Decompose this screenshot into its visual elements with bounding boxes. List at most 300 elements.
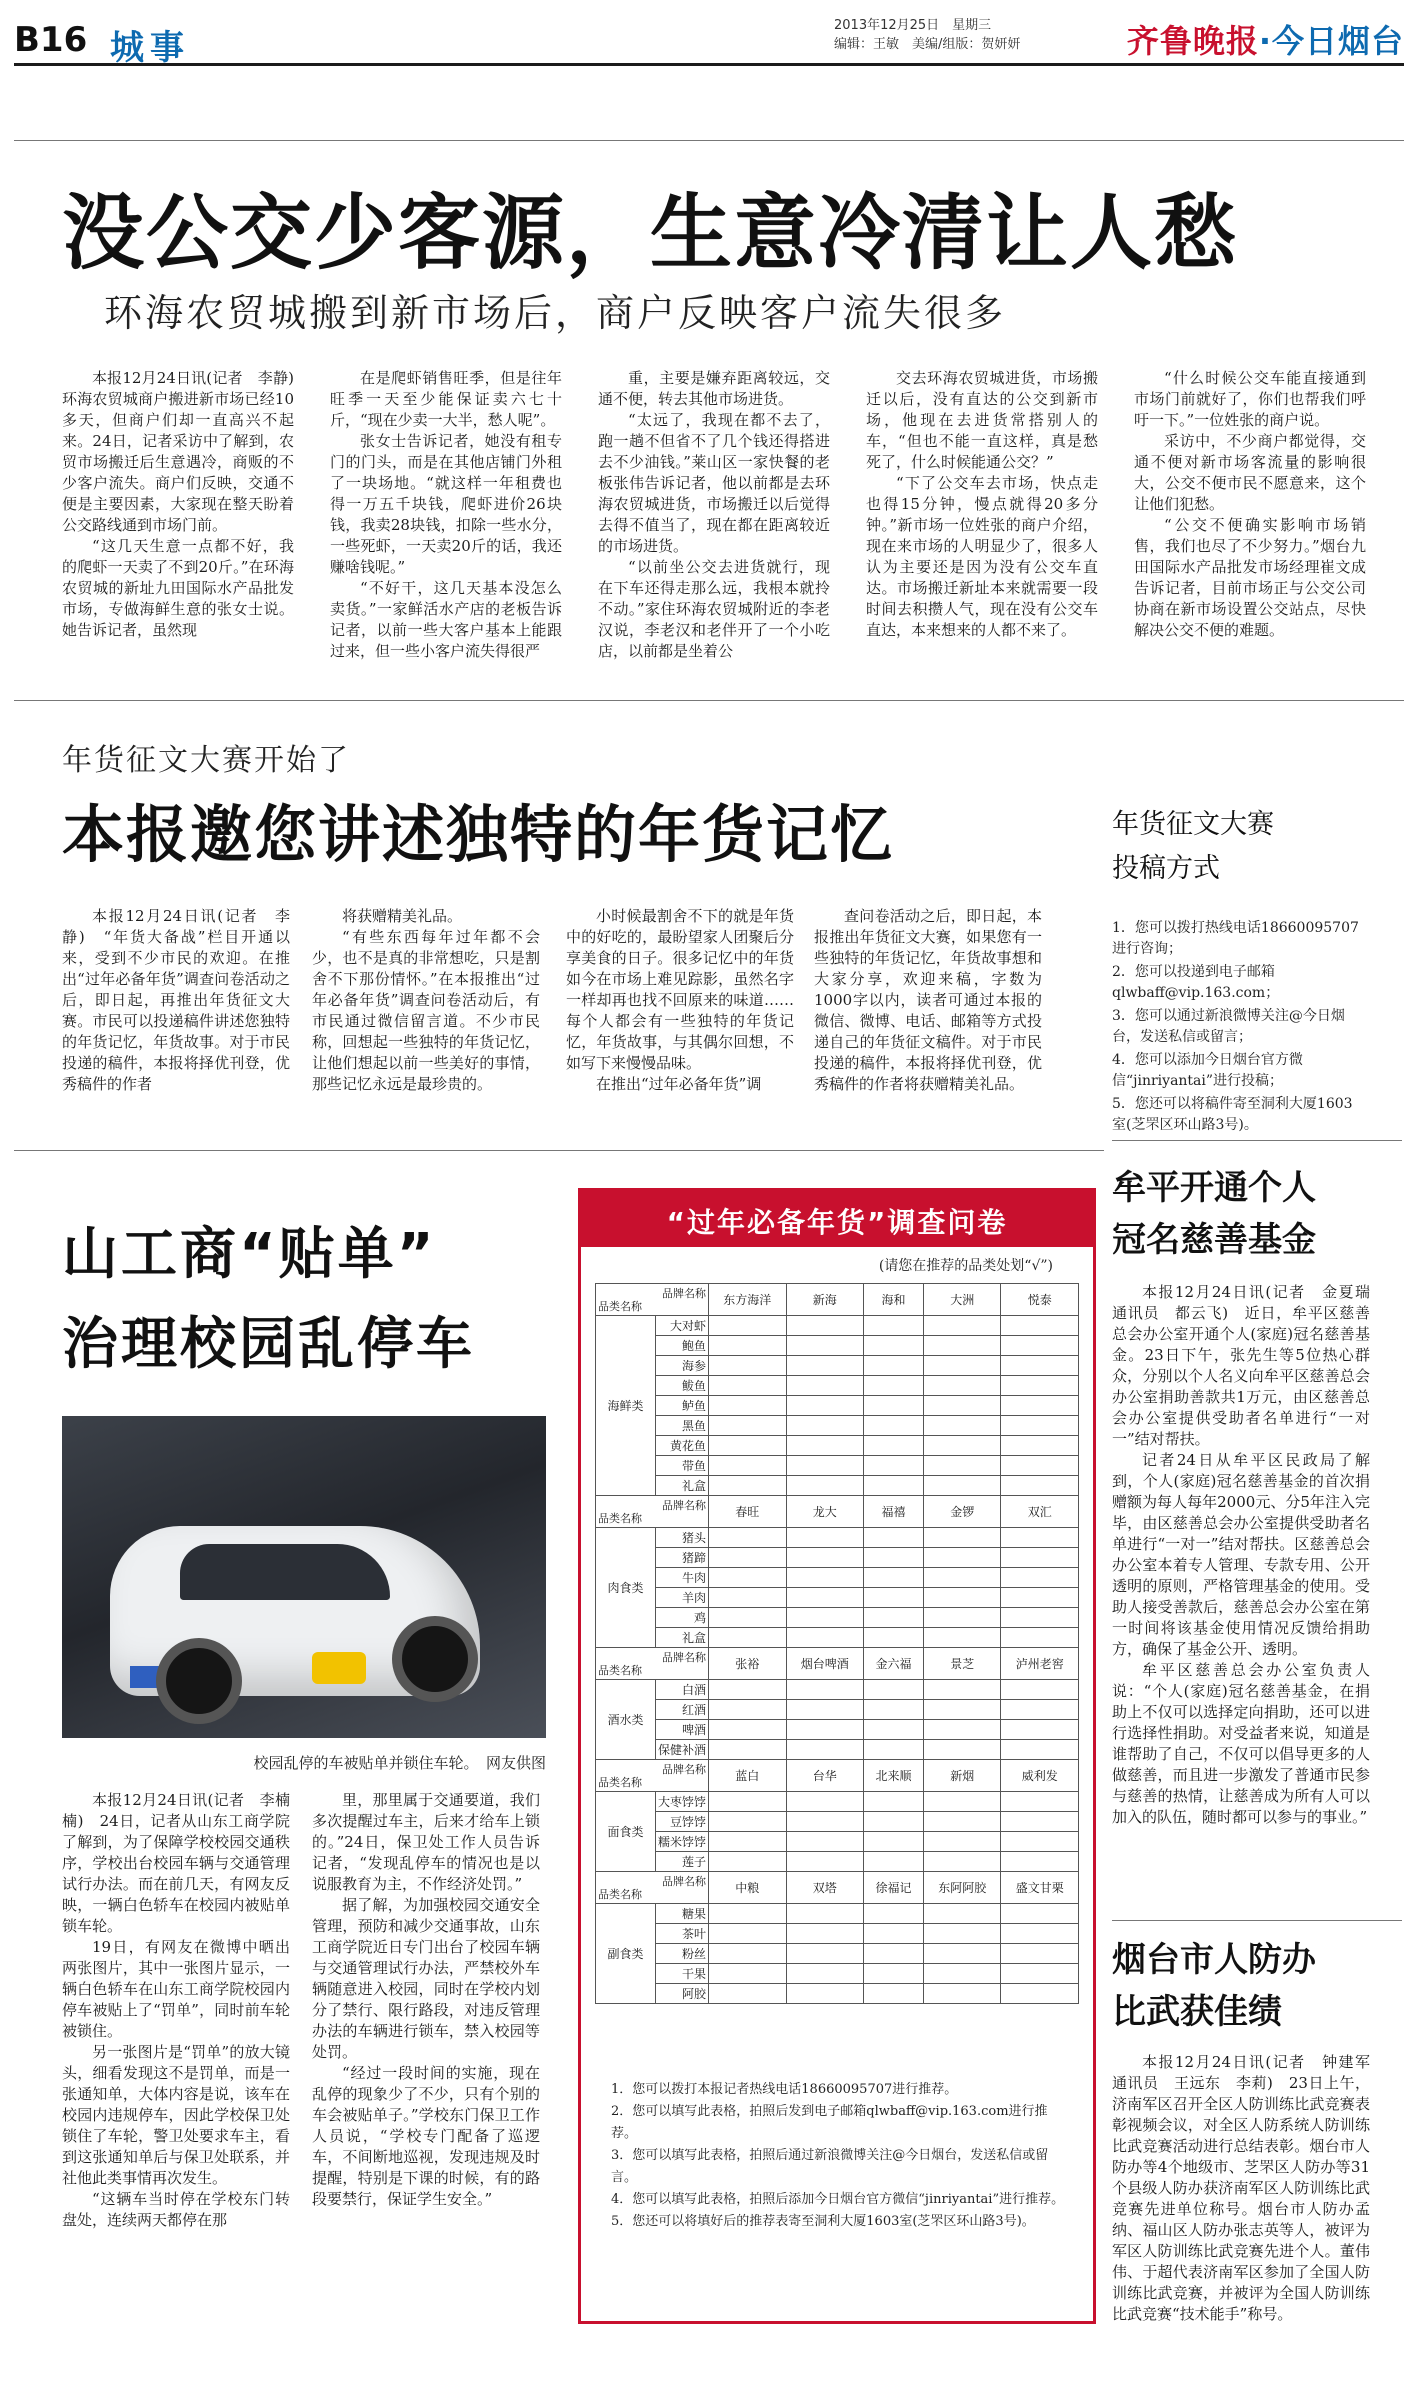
sidebar1-item: 2．您可以投递到电子邮箱qlwbaff@vip.163.com； — [1112, 964, 1280, 1001]
survey-item-row — [596, 1740, 1079, 1760]
survey-check-cell[interactable] — [923, 1680, 1001, 1700]
survey-check-cell[interactable] — [864, 1336, 924, 1356]
survey-brand: 金六福 — [864, 1648, 924, 1680]
survey-brand-row — [596, 1284, 1079, 1316]
survey-check-cell[interactable] — [786, 1456, 864, 1476]
survey-check-cell[interactable] — [864, 1832, 924, 1852]
survey-brand: 双塔 — [786, 1872, 864, 1904]
survey-corner-cell — [596, 1496, 709, 1528]
survey-check-cell[interactable] — [923, 1588, 1001, 1608]
survey-brand: 金锣 — [923, 1496, 1001, 1528]
survey-check-cell[interactable] — [864, 1944, 924, 1964]
survey-note: (请您在推荐的品类处划“√”) — [878, 1258, 1053, 1274]
story4-headline-1: 牟平开通个人 — [1112, 1168, 1316, 1208]
survey-check-cell[interactable] — [864, 1700, 924, 1720]
story2-headline: 本报邀您讲述独特的年货记忆 — [62, 798, 895, 871]
survey-check-cell[interactable] — [709, 1416, 787, 1436]
paragraph: “什么时候公交车能直接通到市场门前就好了，你们也帮我们呼吁一下。”一位姓张的商户说。 — [1134, 369, 1366, 429]
survey-check-cell[interactable] — [709, 1832, 787, 1852]
survey-check-cell[interactable] — [709, 1852, 787, 1872]
survey-check-cell[interactable] — [864, 1456, 924, 1476]
paragraph: 在是爬虾销售旺季，但是往年旺季一天至少能保证卖六七十斤，“现在少卖一大半，愁人呢”。 — [330, 369, 562, 429]
survey-check-cell[interactable] — [709, 1792, 787, 1812]
survey-check-cell[interactable] — [1001, 1528, 1079, 1548]
survey-check-cell[interactable] — [786, 1356, 864, 1376]
paragraph: “公交不便确实影响市场销售，我们也尽了不少努力。”烟台九田国际水产品批发市场经理崔文成告诉记者，目前市场正与公交公司协商在新市场设置公交站点，尽快解决公交不便的难题。 — [1134, 516, 1366, 639]
survey-check-cell[interactable] — [864, 1436, 924, 1456]
survey-check-cell[interactable] — [1001, 1628, 1079, 1648]
story1-col2 — [330, 368, 562, 660]
corner-category-label: 品类名称 — [598, 1512, 642, 1525]
survey-check-cell[interactable] — [923, 1700, 1001, 1720]
survey-item-row — [596, 1720, 1079, 1740]
survey-check-cell[interactable] — [786, 1852, 864, 1872]
survey-item-row — [596, 1336, 1079, 1356]
survey-check-cell[interactable] — [786, 1528, 864, 1548]
survey-check-cell[interactable] — [786, 1588, 864, 1608]
survey-check-cell[interactable] — [786, 1924, 864, 1944]
survey-check-cell[interactable] — [923, 1548, 1001, 1568]
story5-headline-1: 烟台市人防办 — [1112, 1940, 1316, 1980]
survey-check-cell[interactable] — [709, 1680, 787, 1700]
survey-check-cell[interactable] — [709, 1548, 787, 1568]
survey-check-cell[interactable] — [923, 1528, 1001, 1548]
survey-item: 豆饽饽 — [656, 1812, 709, 1832]
survey-check-cell[interactable] — [923, 1924, 1001, 1944]
survey-item-row — [596, 1456, 1079, 1476]
survey-item-row — [596, 1628, 1079, 1648]
survey-check-cell[interactable] — [709, 1924, 787, 1944]
survey-check-cell[interactable] — [786, 1904, 864, 1924]
survey-brand: 春旺 — [709, 1496, 787, 1528]
survey-item: 糖果 — [656, 1904, 709, 1924]
story5-body — [1112, 2052, 1386, 2362]
survey-check-cell[interactable] — [864, 1528, 924, 1548]
story4-body — [1112, 1282, 1386, 1910]
survey-table — [595, 1283, 1079, 2004]
survey-brand: 新烟 — [923, 1760, 1001, 1792]
survey-check-cell[interactable] — [864, 1568, 924, 1588]
survey-item: 大对虾 — [656, 1316, 709, 1336]
survey-check-cell[interactable] — [786, 1720, 864, 1740]
survey-check-cell[interactable] — [709, 1376, 787, 1396]
survey-check-cell[interactable] — [786, 1336, 864, 1356]
survey-brand-row — [596, 1872, 1079, 1904]
survey-check-cell[interactable] — [923, 1720, 1001, 1740]
story1-col5 — [1134, 368, 1366, 656]
survey-check-cell[interactable] — [1001, 1904, 1079, 1924]
survey-check-cell[interactable] — [864, 1588, 924, 1608]
date-line: 2013年12月25日 星期三 — [834, 18, 992, 33]
survey-brand: 威利发 — [1001, 1760, 1079, 1792]
survey-check-cell[interactable] — [1001, 1680, 1079, 1700]
survey-brand: 福禧 — [864, 1496, 924, 1528]
survey-check-cell[interactable] — [1001, 1720, 1079, 1740]
survey-check-cell[interactable] — [923, 1852, 1001, 1872]
survey-check-cell[interactable] — [923, 1336, 1001, 1356]
header-info — [834, 16, 1114, 54]
survey-check-cell[interactable] — [709, 1812, 787, 1832]
survey-check-cell[interactable] — [709, 1316, 787, 1336]
story1-col1 — [62, 368, 310, 656]
survey-check-cell[interactable] — [923, 1476, 1001, 1496]
survey-item-row — [596, 1984, 1079, 2004]
survey-check-cell[interactable] — [1001, 1812, 1079, 1832]
survey-item-row — [596, 1376, 1079, 1396]
survey-check-cell[interactable] — [923, 1456, 1001, 1476]
survey-brand: 台华 — [786, 1760, 864, 1792]
survey-item-row — [596, 1356, 1079, 1376]
survey-category: 肉食类 — [596, 1528, 656, 1648]
survey-check-cell[interactable] — [864, 1316, 924, 1336]
survey-check-cell[interactable] — [864, 1964, 924, 1984]
paragraph: “不好干，这几天基本没怎么卖货。”一家鲜活水产店的老板告诉记者，以前一些大客户基本上能跟过来，但一些小客户流失得很严 — [330, 579, 562, 660]
survey-check-cell[interactable] — [923, 1356, 1001, 1376]
paragraph: 本报12月24日讯(记者 钟建军 通讯员 王远东 李莉) 23日上午，济南军区召开全区人防训练比武竞赛表彰视频会议，对全区人防系统人防训练比武竞赛活动进行总结表彰。烟台市人防办等4个地级市、芝罘区人防办等31个县级人防办获济南军区人防训练比武竞赛先进单位称号。烟台市人防办孟纳、福山区人防办张志英等人，被评为军区人防训练比武竞赛先进个人。董伟伟、于超代表济南军区参加了全国人防训练比武竞赛，并被评为全国人防训练比武竞赛“技术能手”称号。 — [1112, 2053, 1386, 2323]
divider — [14, 700, 1404, 701]
sidebar1-list — [1112, 918, 1362, 1138]
survey-check-cell[interactable] — [864, 1924, 924, 1944]
survey-item: 糯米饽饽 — [656, 1832, 709, 1852]
survey-check-cell[interactable] — [1001, 1436, 1079, 1456]
editors-line: 编辑：王敏 美编/组版：贺妍妍 — [834, 37, 1021, 52]
survey-brand-row — [596, 1496, 1079, 1528]
survey-check-cell[interactable] — [864, 1416, 924, 1436]
sidebar1-item: 4．您可以添加今日烟台官方微信“jinriyantai”进行投稿； — [1112, 1052, 1303, 1089]
survey-item-row — [596, 1548, 1079, 1568]
story4-headline-2: 冠名慈善基金 — [1112, 1220, 1316, 1260]
survey-item: 鲅鱼 — [656, 1376, 709, 1396]
survey-check-cell[interactable] — [923, 1740, 1001, 1760]
survey-check-cell[interactable] — [1001, 1548, 1079, 1568]
masthead-paper: 齐鲁晚报 — [1126, 22, 1259, 60]
paragraph: 牟平区慈善总会办公室负责人说：“个人(家庭)冠名慈善基金，在捐助上不仅可以选择定向捐助，还可以进行选择性捐助。对受益者来说，知道是谁帮助了自己，不仅可以倡导更多的人做慈善，而且进一步激发了普通市民参与慈善的热情，让慈善成为所有人可以加入的队伍，随时都可以参与的事业。” — [1112, 1661, 1370, 1826]
survey-item: 带鱼 — [656, 1456, 709, 1476]
survey-check-cell[interactable] — [864, 1792, 924, 1812]
paragraph: 里，那里属于交通要道，我们多次提醒过车主，后来才给车上锁的。”24日，保卫处工作人员告诉记者，“发现乱停车的情况也是以说服教育为主，不作经济处罚。” — [312, 1791, 540, 1893]
survey-check-cell[interactable] — [923, 1568, 1001, 1588]
survey-item-row — [596, 1316, 1079, 1336]
survey-check-cell[interactable] — [709, 1336, 787, 1356]
masthead-edition: ·今日烟台 — [1258, 22, 1404, 60]
survey-check-cell[interactable] — [1001, 1568, 1079, 1588]
survey-check-cell[interactable] — [1001, 1588, 1079, 1608]
survey-check-cell[interactable] — [1001, 1964, 1079, 1984]
paragraph: “太远了，我现在都不去了，跑一趟不但省不了几个钱还得搭进去不少油钱。”莱山区一家快餐的老板张伟告诉记者，他以前都是去环海农贸城进货，市场搬迁以后觉得去得不值当了，现在都在距离较近的市场进货。 — [598, 411, 830, 555]
survey-check-cell[interactable] — [1001, 1740, 1079, 1760]
survey-check-cell[interactable] — [786, 1740, 864, 1760]
survey-check-cell[interactable] — [709, 1456, 787, 1476]
survey-item-row — [596, 1568, 1079, 1588]
corner-brand-label: 品牌名称 — [662, 1499, 707, 1512]
survey-check-cell[interactable] — [864, 1984, 924, 2004]
survey-item-row — [596, 1700, 1079, 1720]
survey-check-cell[interactable] — [1001, 1456, 1079, 1476]
sidebar1-item: 5．您还可以将稿件寄至洞利大厦1603室(芝罘区环山路3号)。 — [1112, 1096, 1353, 1133]
survey-check-cell[interactable] — [864, 1376, 924, 1396]
survey-brand: 景芝 — [923, 1648, 1001, 1680]
photo-caption: 校园乱停的车被贴单并锁住车轮。 网友供图 — [253, 1754, 546, 1772]
survey-item: 猪蹄 — [656, 1548, 709, 1568]
survey-check-cell[interactable] — [864, 1740, 924, 1760]
survey-check-cell[interactable] — [923, 1416, 1001, 1436]
survey-item-row — [596, 1528, 1079, 1548]
survey-check-cell[interactable] — [709, 1476, 787, 1496]
survey-check-cell[interactable] — [1001, 1356, 1079, 1376]
car-window — [180, 1544, 390, 1600]
survey-check-cell[interactable] — [786, 1568, 864, 1588]
story1-headline: 没公交少客源，生意冷清让人愁 — [62, 186, 1239, 281]
survey-check-cell[interactable] — [1001, 1396, 1079, 1416]
survey-check-cell[interactable] — [709, 1984, 787, 2004]
survey-check-cell[interactable] — [786, 1548, 864, 1568]
survey-check-cell[interactable] — [786, 1396, 864, 1416]
paragraph: 查问卷活动之后，即日起，本报推出年货征文大赛，如果您有一些独特的年货记忆，年货故事想和大家分享，欢迎来稿，字数为1000字以内，读者可通过本报的微信、微博、电话、邮箱等方式投递自己的年货征文稿件。对于市民投递的稿件，本报将择优刊登，优秀稿件的作者将获赠精美礼品。 — [814, 907, 1042, 1093]
paragraph: 本报12月24日讯(记者 李楠楠) 24日，记者从山东工商学院了解到，为了保障学校校园交通秩序，学校出台校园车辆与交通管理试行办法。而在前几天，有网友反映，一辆白色轿车在校园内被贴单锁车轮。 — [62, 1791, 290, 1935]
survey-brand: 大洲 — [923, 1284, 1001, 1316]
survey-check-cell[interactable] — [923, 1608, 1001, 1628]
survey-check-cell[interactable] — [864, 1356, 924, 1376]
survey-check-cell[interactable] — [786, 1416, 864, 1436]
survey-check-cell[interactable] — [1001, 1416, 1079, 1436]
survey-item: 红酒 — [656, 1700, 709, 1720]
survey-item-row — [596, 1588, 1079, 1608]
survey-check-cell[interactable] — [923, 1944, 1001, 1964]
survey-item: 黄花鱼 — [656, 1436, 709, 1456]
survey-brand: 徐福记 — [864, 1872, 924, 1904]
survey-item: 礼盒 — [656, 1476, 709, 1496]
survey-category: 酒水类 — [596, 1680, 656, 1760]
survey-check-cell[interactable] — [786, 1964, 864, 1984]
survey-brand: 泸州老窖 — [1001, 1648, 1079, 1680]
survey-item: 大枣饽饽 — [656, 1792, 709, 1812]
survey-check-cell[interactable] — [709, 1628, 787, 1648]
survey-check-cell[interactable] — [709, 1700, 787, 1720]
survey-check-cell[interactable] — [709, 1720, 787, 1740]
paragraph: 记者24日从牟平区民政局了解到，个人(家庭)冠名慈善基金的首次捐赠额为每人每年2000元、分5年注入完毕，由区慈善总会办公室提供受助者名单进行“一对一”结对帮扶。区慈善总会办公室本着专人管理、专款专用、公开透明的原则，严格管理基金的使用。受助人接受善款后，慈善总会办公室在第一时间将该基金使用情况反馈给捐助方，确保了基金公开、透明。 — [1112, 1451, 1370, 1658]
paragraph: 本报12月24日讯(记者 李静) 环海农贸城商户搬进新市场已经10多天，但商户们却一直高兴不起来。24日，记者采访中了解到，农贸市场搬迁后生意遇冷，商贩的不少客户流失。商户们反映，交通不便是主要因素，大家现在整天盼着公交路线通到市场门前。 — [62, 369, 310, 534]
survey-item-row — [596, 1832, 1079, 1852]
corner-brand-label: 品牌名称 — [662, 1763, 707, 1776]
survey-check-cell[interactable] — [709, 1588, 787, 1608]
corner-category-label: 品类名称 — [598, 1300, 642, 1313]
paragraph: “经过一段时间的实施，现在乱停的现象少了不少，只有个别的车会被贴单子。”学校东门保卫工作人员说，“学校专门配备了巡逻车，不间断地巡视，发现违规及时提醒，特别是下课的时候，有的路段要禁行，保证学生安全。” — [312, 2064, 540, 2208]
survey-item-row — [596, 1436, 1079, 1456]
paragraph: 本报12月24日讯(记者 李静) “年货大备战”栏目开通以来，受到不少市民的欢迎。在推出“过年必备年货”调查问卷活动之后，即日起，再推出年货征文大赛。市民可以投递稿件讲述您独特的年货记忆，年货故事。对于市民投递的稿件，本报将择优刊登，优秀稿件的作者 — [62, 907, 290, 1093]
survey-check-cell[interactable] — [864, 1628, 924, 1648]
survey-check-cell[interactable] — [1001, 1984, 1079, 2004]
survey-check-cell[interactable] — [864, 1608, 924, 1628]
paragraph: 本报12月24日讯(记者 金夏瑞 通讯员 都云飞) 近日，牟平区慈善总会办公室开通个人(家庭)冠名慈善基金。23日下午，张先生等5位热心群众，分别以个人名义向牟平区慈善总会办公室捐助善款共1万元，由区慈善总会办公室提供受助者名单进行“一对一”结对帮扶。 — [1112, 1283, 1386, 1448]
survey-check-cell[interactable] — [709, 1436, 787, 1456]
survey-check-cell[interactable] — [786, 1812, 864, 1832]
survey-check-cell[interactable] — [923, 1376, 1001, 1396]
paragraph: 另一张图片是“罚单”的放大镜头，细看发现这不是罚单，而是一张通知单，大体内容是说，该车在校园内违规停车，因此学校保卫处锁住了车轮，警卫处要求车主，看到这张通知单后与保卫处联系，并社他此类事情再次发生。 — [62, 2043, 290, 2187]
news-photo — [62, 1416, 546, 1738]
survey-brand: 东阿阿胶 — [923, 1872, 1001, 1904]
divider — [1112, 1920, 1402, 1921]
survey-item: 干果 — [656, 1964, 709, 1984]
survey-check-cell[interactable] — [709, 1740, 787, 1760]
story2-kicker: 年货征文大赛开始了 — [62, 743, 350, 778]
paragraph: 交去环海农贸城进货，市场搬迁以后，没有直达的公交到新市场，他现在去进货常搭别人的车，“但也不能一直这样，真是愁死了，什么时候能通公交？” — [866, 369, 1098, 471]
survey-corner-cell — [596, 1284, 709, 1316]
survey-item: 阿胶 — [656, 1984, 709, 2004]
survey-check-cell[interactable] — [923, 1396, 1001, 1416]
survey-item: 鲈鱼 — [656, 1396, 709, 1416]
corner-brand-label: 品牌名称 — [662, 1651, 707, 1664]
survey-check-cell[interactable] — [709, 1964, 787, 1984]
survey-check-cell[interactable] — [923, 1904, 1001, 1924]
survey-brand: 东方海洋 — [709, 1284, 787, 1316]
survey-brand: 张裕 — [709, 1648, 787, 1680]
paragraph: 19日，有网友在微博中晒出两张图片，其中一张图片显示，一辆白色轿车在山东工商学院校园内停车被贴上了“罚单”，同时前车轮被锁住。 — [62, 1938, 290, 2040]
survey-check-cell[interactable] — [923, 1792, 1001, 1812]
survey-item-row — [596, 1812, 1079, 1832]
survey-item: 猪头 — [656, 1528, 709, 1548]
survey-instruction: 3．您可以填写此表格，拍照后通过新浪微博关注@今日烟台，发送私信或留言。 — [611, 2148, 1049, 2185]
story2-col4 — [814, 906, 1042, 1134]
story3-col1 — [62, 1790, 290, 2310]
story1-subhead: 环海农贸城搬到新市场后，商户反映客户流失很多 — [104, 291, 1007, 335]
survey-check-cell[interactable] — [1001, 1792, 1079, 1812]
page-header — [14, 10, 1404, 66]
survey-check-cell[interactable] — [923, 1832, 1001, 1852]
survey-brand: 烟台啤酒 — [786, 1648, 864, 1680]
sidebar1-title-2: 投稿方式 — [1112, 853, 1220, 884]
story5-headline-2: 比武获佳绩 — [1112, 1992, 1282, 2032]
divider — [14, 1150, 1104, 1151]
survey-item-row — [596, 1396, 1079, 1416]
survey-check-cell[interactable] — [1001, 1852, 1079, 1872]
survey-item-row — [596, 1476, 1079, 1496]
paragraph: 张女士告诉记者，她没有租专门的门头，而是在其他店铺门外租了一块场地。“就这样一年租费也得一万五千块钱，爬虾进价26块钱，我卖28块钱，扣除一些水分，一些死虾，一天卖20斤的话，我还赚啥钱呢。” — [330, 432, 562, 576]
corner-category-label: 品类名称 — [598, 1888, 642, 1901]
survey-check-cell[interactable] — [923, 1984, 1001, 2004]
survey-brand: 龙大 — [786, 1496, 864, 1528]
survey-item-row — [596, 1608, 1079, 1628]
survey-check-cell[interactable] — [786, 1376, 864, 1396]
paragraph: 重，主要是嫌弃距离较远，交通不便，转去其他市场进货。 — [598, 369, 830, 408]
survey-check-cell[interactable] — [923, 1628, 1001, 1648]
survey-check-cell[interactable] — [786, 1944, 864, 1964]
survey-check-cell[interactable] — [1001, 1832, 1079, 1852]
survey-check-cell[interactable] — [786, 1316, 864, 1336]
survey-check-cell[interactable] — [864, 1548, 924, 1568]
survey-check-cell[interactable] — [923, 1316, 1001, 1336]
survey-check-cell[interactable] — [923, 1964, 1001, 1984]
story1-col4 — [866, 368, 1098, 656]
sidebar1-item: 1．您可以拨打热线电话18660095707进行咨询； — [1112, 920, 1359, 957]
survey-check-cell[interactable] — [786, 1984, 864, 2004]
survey-check-cell[interactable] — [786, 1700, 864, 1720]
page-number: B16 — [14, 20, 88, 60]
survey-check-cell[interactable] — [864, 1812, 924, 1832]
survey-check-cell[interactable] — [864, 1476, 924, 1496]
survey-corner-cell — [596, 1648, 709, 1680]
story1-col3 — [598, 368, 830, 660]
survey-check-cell[interactable] — [864, 1396, 924, 1416]
survey-brand: 中粮 — [709, 1872, 787, 1904]
survey-check-cell[interactable] — [709, 1608, 787, 1628]
sidebar1-item: 3．您可以通过新浪微博关注@今日烟台，发送私信或留言； — [1112, 1008, 1345, 1045]
survey-check-cell[interactable] — [786, 1628, 864, 1648]
survey-category: 海鲜类 — [596, 1316, 656, 1496]
survey-check-cell[interactable] — [709, 1944, 787, 1964]
survey-instruction: 4．您可以填写此表格，拍照后添加今日烟台官方微信“jinriyantai”进行推荐。 — [611, 2192, 1065, 2207]
paragraph: “有些东西每年过年都不会少，也不是真的非常想吃，只是割舍不下那份情怀。”在本报推出“过年必备年货”调查问卷活动后，有市民通过微信留言道。不少市民称，回想起一些独特的年货记忆，让他们想起以前一些美好的事情，那些记忆永远是最珍贵的。 — [312, 928, 540, 1093]
survey-item: 保健补酒 — [656, 1740, 709, 1760]
survey-item-row — [596, 1416, 1079, 1436]
survey-check-cell[interactable] — [786, 1436, 864, 1456]
survey-check-cell[interactable] — [709, 1904, 787, 1924]
survey-brand: 北来顺 — [864, 1760, 924, 1792]
survey-check-cell[interactable] — [1001, 1476, 1079, 1496]
survey-check-cell[interactable] — [864, 1680, 924, 1700]
survey-instructions — [611, 2079, 1071, 2233]
survey-brand-row — [596, 1760, 1079, 1792]
wheel-lock — [312, 1652, 366, 1684]
survey-check-cell[interactable] — [786, 1476, 864, 1496]
paragraph: “下了公交车去市场，快点走也得15分钟，慢点就得20多分钟。”新市场一位姓张的商户介绍，现在来市场的人明显少了，很多人认为主要还是因为没有公交车直达。市场搬迁新址本来就需要一段时间去积攒人气，现在没有公交车直达，本来想来的人都不来了。 — [866, 474, 1098, 639]
survey-item: 黑鱼 — [656, 1416, 709, 1436]
survey-check-cell[interactable] — [1001, 1316, 1079, 1336]
paragraph: 小时候最割舍不下的就是年货中的好吃的，最盼望家人团聚后分享美食的日子。很多记忆中的年货如今在市场上难见踪影，虽然名字一样却再也找不回原来的味道……每个人都会有一些独特的年货记忆，年货故事，与其偶尔回想，不如写下来慢慢品味。 — [566, 907, 794, 1072]
survey-check-cell[interactable] — [1001, 1924, 1079, 1944]
survey-item-row — [596, 1680, 1079, 1700]
survey-check-cell[interactable] — [1001, 1944, 1079, 1964]
corner-category-label: 品类名称 — [598, 1776, 642, 1789]
survey-item: 礼盒 — [656, 1628, 709, 1648]
survey-check-cell[interactable] — [786, 1792, 864, 1812]
survey-instruction: 5．您还可以将填好后的推荐表寄至洞利大厦1603室(芝罘区环山路3号)。 — [611, 2214, 1035, 2229]
survey-brand: 海和 — [864, 1284, 924, 1316]
survey-check-cell[interactable] — [1001, 1336, 1079, 1356]
survey-check-cell[interactable] — [1001, 1608, 1079, 1628]
survey-check-cell[interactable] — [1001, 1376, 1079, 1396]
survey-check-cell[interactable] — [864, 1904, 924, 1924]
survey-item-row — [596, 1904, 1079, 1924]
survey-check-cell[interactable] — [923, 1812, 1001, 1832]
survey-brand: 悦泰 — [1001, 1284, 1079, 1316]
survey-item: 牛肉 — [656, 1568, 709, 1588]
survey-corner-cell — [596, 1760, 709, 1792]
survey-check-cell[interactable] — [786, 1832, 864, 1852]
survey-brand: 新海 — [786, 1284, 864, 1316]
survey-check-cell[interactable] — [786, 1680, 864, 1700]
divider — [1112, 1140, 1402, 1141]
survey-check-cell[interactable] — [923, 1436, 1001, 1456]
survey-check-cell[interactable] — [786, 1608, 864, 1628]
rear-wheel — [392, 1616, 478, 1702]
survey-check-cell[interactable] — [1001, 1700, 1079, 1720]
survey-brand: 双汇 — [1001, 1496, 1079, 1528]
survey-item-row — [596, 1852, 1079, 1872]
survey-check-cell[interactable] — [864, 1720, 924, 1740]
paragraph: 采访中，不少商户都觉得，交通不便对新市场客流量的影响很大，公交不便市民不愿意来，这个让他们犯愁。 — [1134, 432, 1366, 513]
survey-check-cell[interactable] — [709, 1396, 787, 1416]
survey-item: 海参 — [656, 1356, 709, 1376]
section-name: 城事 — [110, 28, 190, 68]
story2-col1 — [62, 906, 290, 1134]
survey-check-cell[interactable] — [709, 1356, 787, 1376]
story2-col3 — [566, 906, 794, 1134]
survey-check-cell[interactable] — [864, 1852, 924, 1872]
paragraph: “这辆车当时停在学校东门转盘处，连续两天都停在那 — [62, 2190, 290, 2229]
survey-check-cell[interactable] — [709, 1528, 787, 1548]
survey-check-cell[interactable] — [709, 1568, 787, 1588]
survey-brand: 蓝白 — [709, 1760, 787, 1792]
